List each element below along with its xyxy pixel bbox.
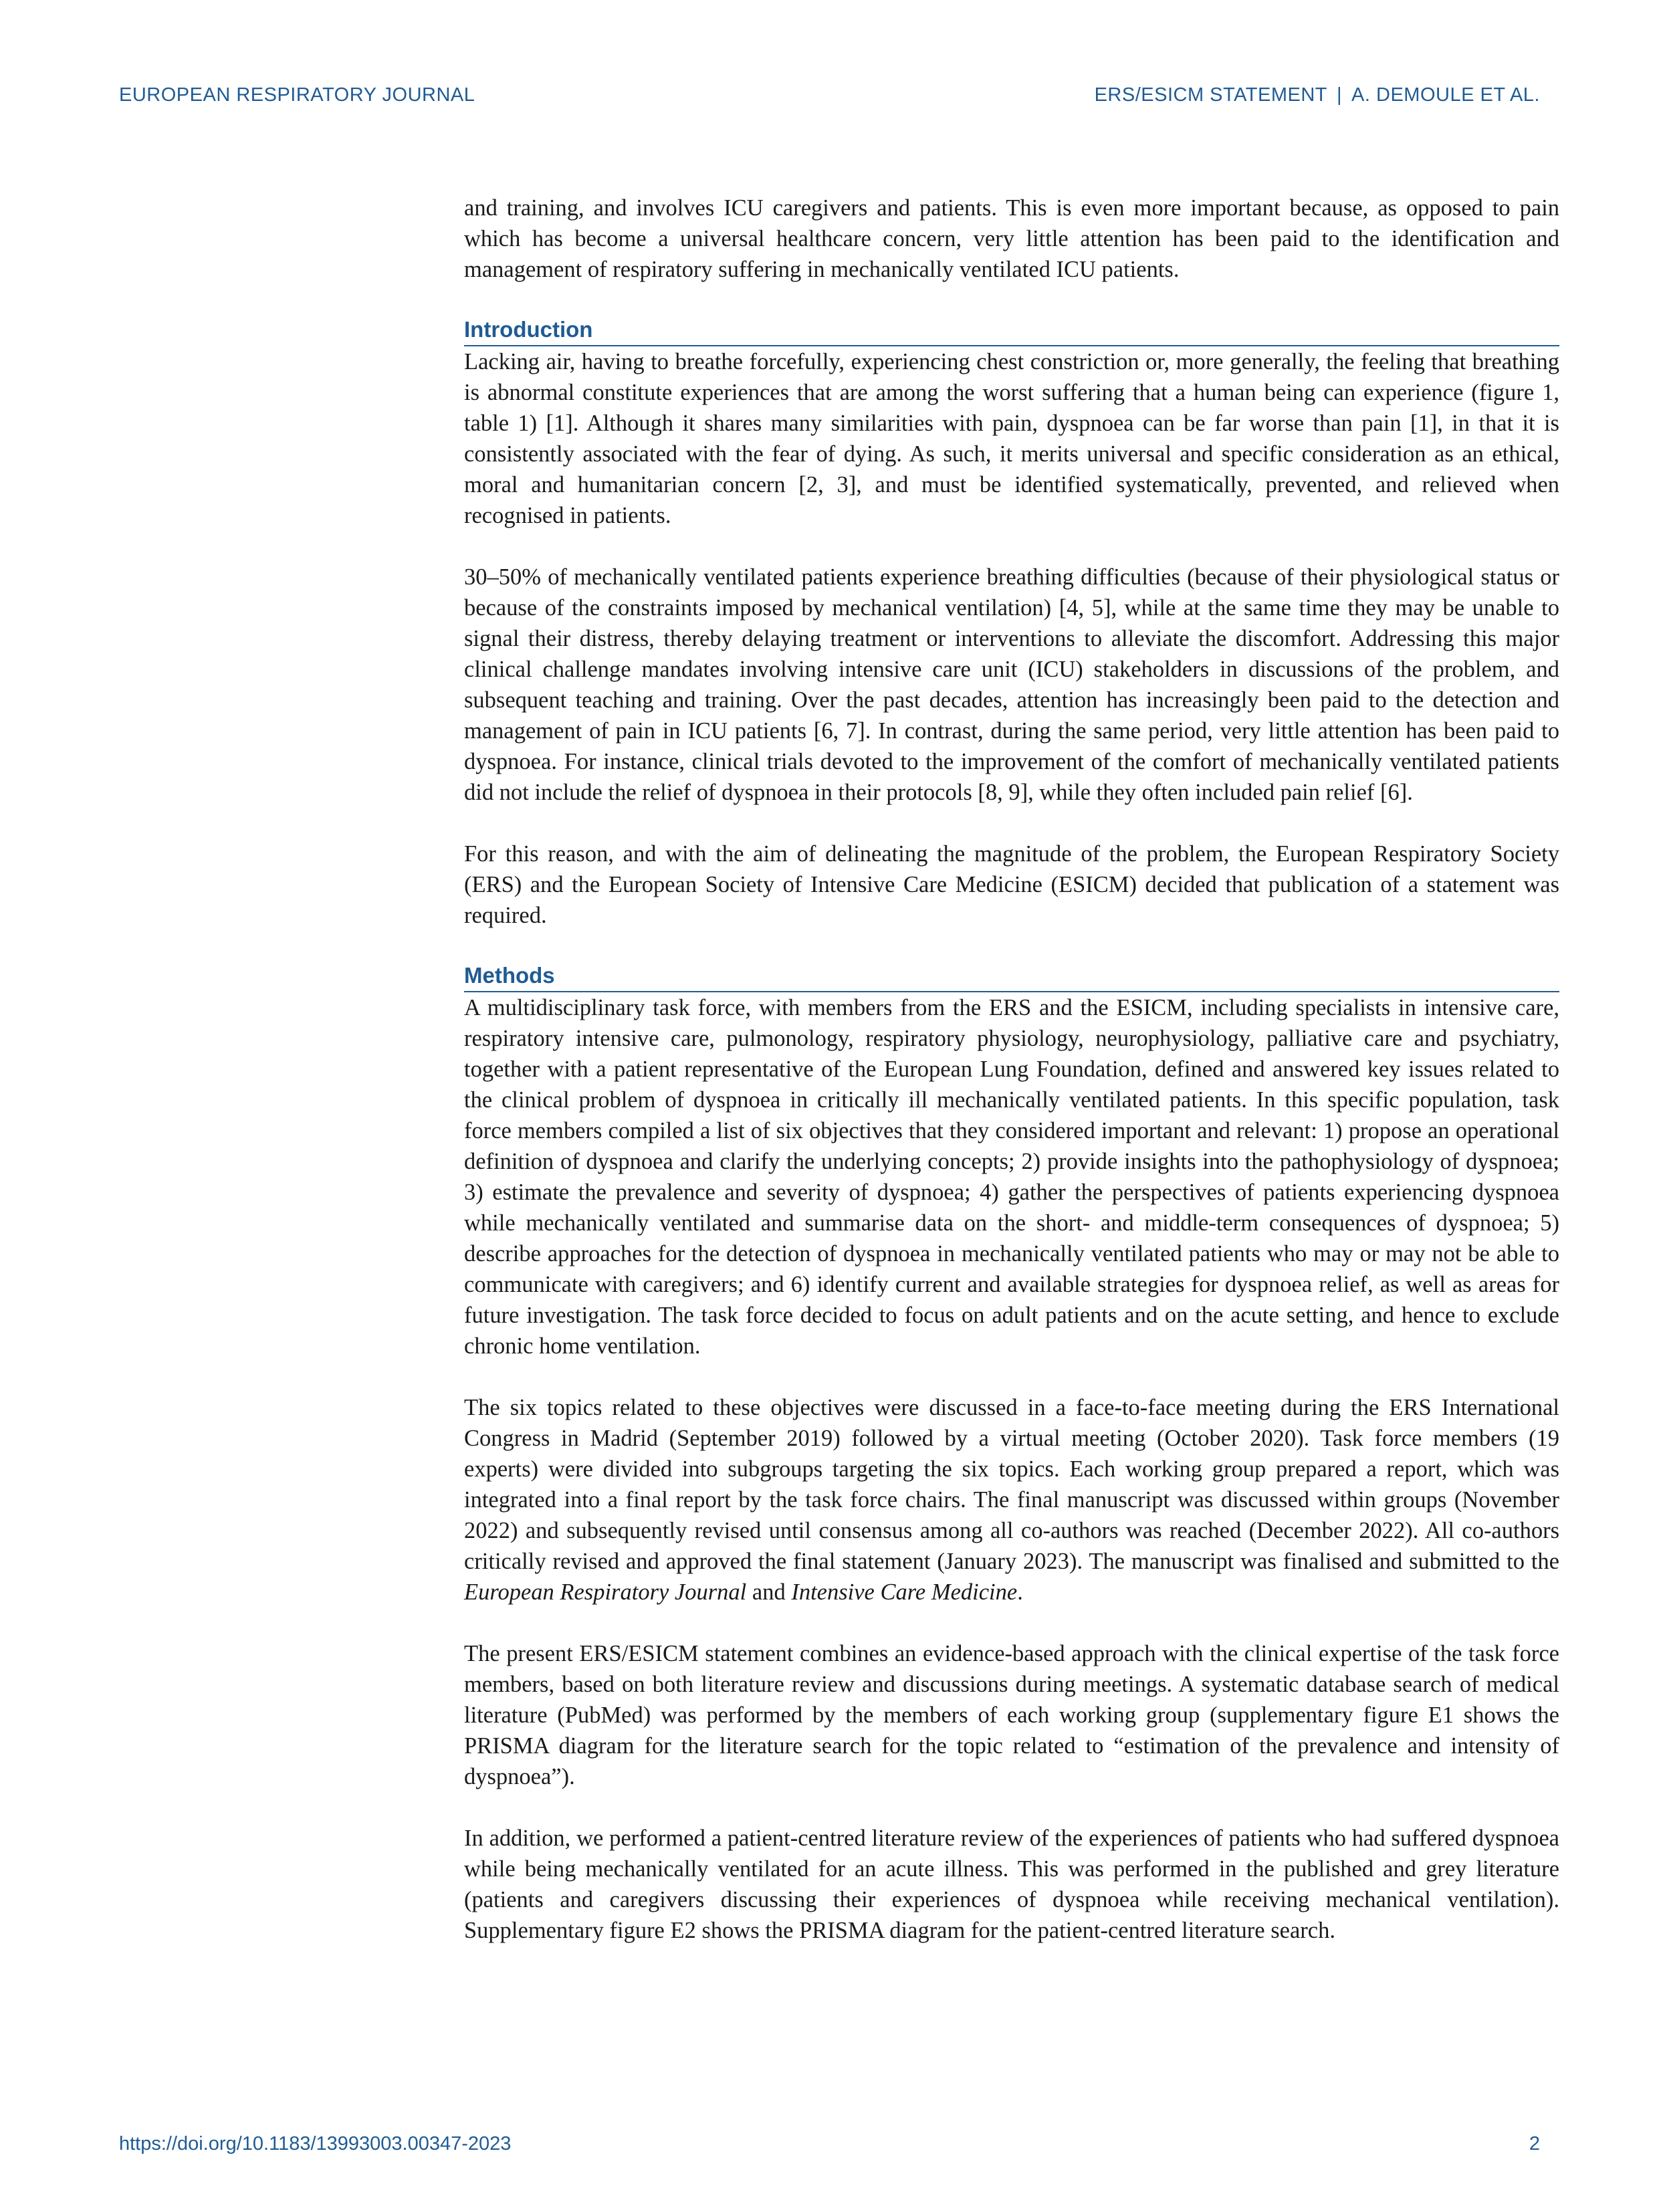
methods-paragraph-2 xyxy=(464,1392,1559,1608)
running-head-right xyxy=(1095,84,1540,106)
article-type: ERS/ESICM STATEMENT xyxy=(1094,84,1327,106)
journal-name: EUROPEAN RESPIRATORY JOURNAL xyxy=(119,84,475,106)
methods-heading: Methods xyxy=(464,962,1559,992)
introduction-paragraph-2: 30–50% of mechanically ventilated patients experience breathing difficulties (because of their physiological status or because of the constraints imposed by mechanical ventilation) [4, 5], while at the same time they may be unable to signal their distress, thereby delaying treatment or interventions to alleviate the discomfort. Addressing this major clinical challenge mandates involving intensive care unit (ICU) stakeholders in discussions of the problem, and subsequent teaching and training. Over the past decades, attention has increasingly been paid to the detection and management of pain in ICU patients [6, 7]. In contrast, during the same period, very little attention has been paid to dyspnoea. For instance, clinical trials devoted to the improvement of the comfort of mechanically ventilated patients did not include the relief of dyspnoea in their protocols [8, 9], while they often included pain relief [6]. xyxy=(464,564,1559,805)
header-separator: | xyxy=(1337,84,1343,106)
journal-title-erj: European Respiratory Journal xyxy=(464,1579,747,1605)
introduction-paragraph-3: For this reason, and with the aim of delineating the magnitude of the problem, the European Respiratory Society (ERS) and the European Society of Intensive Care Medicine (ESICM) decided that publication of a statement was required. xyxy=(464,841,1559,928)
journal-title-icm: Intensive Care Medicine xyxy=(791,1579,1018,1605)
doi-link[interactable]: https://doi.org/10.1183/13993003.00347-2023 xyxy=(119,2133,512,2154)
methods-paragraph-2-text: The six topics related to these objectives were discussed in a face-to-face meeting during the ERS International Congress in Madrid (September 2019) followed by a virtual meeting (October 2020). Task force members (19 experts) were divided into subgroups targeting the six topics. Each working group prepared a report, which was integrated into a final report by the task force chairs. The final manuscript was discussed within groups (November 2022) and subsequently revised until consensus among all co-authors was reached (December 2022). All co-authors critically revised and approved the final statement (January 2023). The manuscript was finalised and submitted to the xyxy=(464,1395,1559,1574)
methods-paragraph-2-and: and xyxy=(746,1579,792,1605)
methods-paragraph-1: A multidisciplinary task force, with members from the ERS and the ESICM, including specialists in intensive care, respiratory intensive care, pulmonology, respiratory physiology, neurophysiology, palliative care and psychiatry, together with a patient representative of the European Lung Foundation, defined and answered key issues related to the clinical problem of dyspnoea in critically ill mechanically ventilated patients. In this specific population, task force members compiled a list of six objectives that they considered important and relevant: 1) propose an operational definition of dyspnoea and clarify the underlying concepts; 2) provide insights into the pathophysiology of dyspnoea; 3) estimate the prevalence and severity of dyspnoea; 4) gather the perspectives of patients experiencing dyspnoea while mechanically ventilated and summarise data on the short- and middle-term consequences of dyspnoea; 5) describe approaches for the detection of dyspnoea in mechanically ventilated patients who may or may not be able to communicate with caregivers; and 6) identify current and available strategies for dyspnoea relief, as well as areas for future investigation. The task force decided to focus on adult patients and on the acute setting, and hence to exclude chronic home ventilation. xyxy=(464,995,1559,1359)
article-body xyxy=(464,193,1559,1977)
author-line: A. DEMOULE ET AL. xyxy=(1351,84,1540,106)
introduction-paragraph-1: Lacking air, having to breathe forcefully, experiencing chest constriction or, more generally, the feeling that breathing is abnormal constitute experiences that are among the worst suffering that a human being can experience (figure 1, table 1) [1]. Although it shares many similarities with pain, dyspnoea can be far worse than pain [1], in that it is consistently associated with the fear of dying. As such, it merits universal and specific consideration as an ethical, moral and humanitarian concern [2, 3], and must be identified systematically, prevented, and relieved when recognised in patients. xyxy=(464,349,1559,528)
page-number: 2 xyxy=(1529,2133,1540,2154)
introduction-heading: Introduction xyxy=(464,316,1559,346)
methods-paragraph-3: The present ERS/ESICM statement combines an evidence-based approach with the clinical expertise of the task force members, based on both literature review and discussions during meetings. A systematic database search of medical literature (PubMed) was performed by the members of each working group (supplementary figure E1 shows the PRISMA diagram for the literature search for the topic related to “estimation of the prevalence and intensity of dyspnoea”). xyxy=(464,1641,1559,1789)
intro-continuation-paragraph: and training, and involves ICU caregivers and patients. This is even more important because, as opposed to pain which has become a universal healthcare concern, very little attention has been paid to the identification and management of respiratory suffering in mechanically ventilated ICU patients. xyxy=(464,195,1559,282)
methods-paragraph-4: In addition, we performed a patient-centred literature review of the experiences of patients who had suffered dyspnoea while being mechanically ventilated for an acute illness. This was performed in the published and grey literature (patients and caregivers discussing their experiences of dyspnoea while receiving mechanical ventilation). Supplementary figure E2 shows the PRISMA diagram for the patient-centred literature search. xyxy=(464,1826,1559,1943)
methods-paragraph-2-end: . xyxy=(1017,1579,1023,1605)
